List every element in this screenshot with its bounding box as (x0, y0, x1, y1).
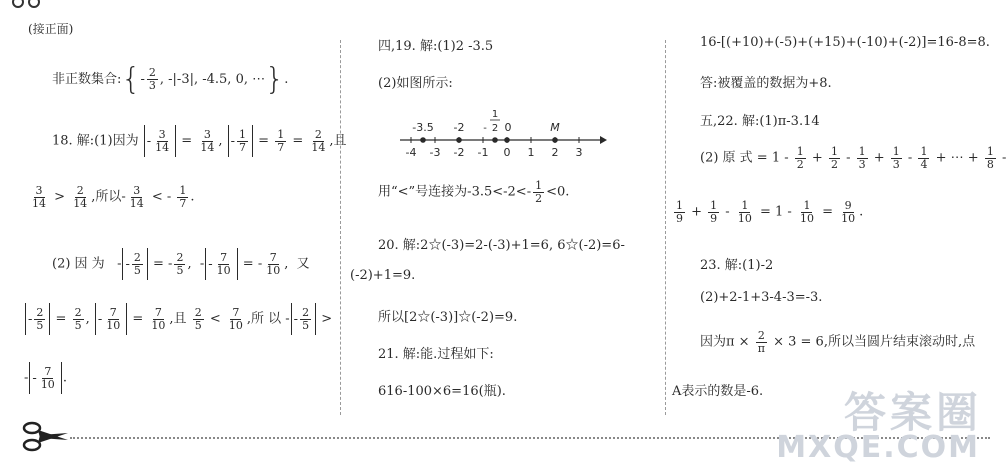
q23-part3-line2: A表示的数是-6. (672, 384, 764, 399)
tick-label: 1 (527, 146, 535, 159)
q18-part2-line2: - $\frac{2}{5}$ = $\frac{2}{5}$ , - $\frac{7}{10}$ = $\frac{7}{10}$ ,且 $\frac{2}{5}$ < $\frac{7}{10}$ ,所 以 - - $\frac{2}{5}$ > (24, 303, 332, 335)
absolute-value: - $\frac{2}{5}$ (25, 303, 50, 335)
svg-text:-: - (483, 123, 487, 134)
point-label: 0 (504, 121, 512, 134)
tick-label: 0 (503, 146, 511, 159)
point-marker (420, 137, 426, 143)
absolute-value: - $\frac{1}{7}$ (228, 125, 253, 157)
nonpositive-set-line: 非正数集合:{- $\frac{2}{3}$ , -|-3|, -4.5, 0, ⋯}. (52, 62, 289, 97)
column-divider (340, 40, 341, 415)
watermark-text-en: MXQE.COM (776, 430, 980, 465)
tick-label: -4 (405, 146, 417, 159)
q23-part2: (2)+2-1+3-4-3=-3. (700, 290, 823, 305)
absolute-value: - $\frac{7}{10}$ (95, 303, 127, 335)
watermark (776, 380, 992, 470)
watermark-text-cn: 答案圈 (843, 388, 982, 437)
point-marker (552, 137, 558, 143)
q21-line3: 16-[(+10)+(-5)+(+15)+(-10)+(-2)]=16-8=8. (700, 35, 990, 50)
corner-decoration-icon (10, 0, 70, 12)
q21-answer: 答:被覆盖的数据为+8. (700, 76, 832, 91)
q23-part3-line1: 因为π × $\frac{2}{\pi}$ × 3 = 6,所以当圆片结束滚动时,点 (700, 329, 976, 355)
continued-note: (接正面) (28, 22, 74, 36)
q20-line1: 20. 解:2☆(-3)=2-(-3)+1=6, 6☆(-2)=6- (378, 238, 625, 253)
point-label: 1 (491, 109, 499, 120)
tick-label: -3 (429, 146, 441, 159)
q21-line1: 21. 解:能.过程如下: (378, 347, 494, 362)
svg-text:2: 2 (491, 123, 499, 134)
absolute-value: - $\frac{3}{14}$ (144, 125, 176, 157)
point-label: -2 (453, 121, 465, 134)
q22-part2-line1: (2) 原 式 = 1 - $\frac{1}{2}$ + $\frac{1}{2}$ - $\frac{1}{3}$ + $\frac{1}{3}$ - $\frac{1}{4}$ + ⋯ + $\frac{1}{8}$ - (700, 145, 1006, 171)
point-label: -3.5 (412, 121, 434, 134)
q19-part2: (2)如图所示: (378, 76, 453, 91)
number-line-arrow-icon (600, 136, 607, 144)
point-marker (456, 137, 462, 143)
number-line (395, 100, 610, 160)
tick-label: 3 (575, 146, 583, 159)
absolute-value: - $\frac{7}{10}$ (205, 248, 237, 280)
column-divider (665, 40, 666, 415)
point-marker (504, 137, 510, 143)
scissors-icon (22, 418, 70, 454)
tick-label: -1 (477, 146, 489, 159)
q18-part2-line1: (2) 因 为 - - $\frac{2}{5}$ = - $\frac{2}{5}$ , - - $\frac{7}{10}$ = - $\frac{7}{10}$ , 又 (52, 248, 310, 280)
absolute-value: - $\frac{7}{10}$ (29, 362, 61, 394)
q18-part2-line3: - - $\frac{7}{10}$ . (24, 362, 67, 394)
q18-line2: $\frac{3}{14}$ > $\frac{2}{14}$ ,所以- $\frac{3}{14}$ < - $\frac{1}{7}$ . (32, 184, 195, 210)
q20-line2: (-2)+1=9. (350, 268, 416, 283)
fraction: $\frac{2}{3}$ (148, 66, 156, 92)
q19-part1: 四,19. 解:(1)2 -3.5 (378, 39, 494, 54)
point-label: M (550, 121, 560, 134)
absolute-value: - $\frac{2}{5}$ (122, 248, 147, 280)
q20-line3: 所以[2☆(-3)]☆(-2)=9. (378, 310, 518, 325)
q23-part1: 23. 解:(1)-2 (700, 258, 774, 273)
point-marker (492, 137, 498, 143)
q19-order: 用“<”号连接为-3.5<-2<- $\frac{1}{2}$ <0. (378, 179, 570, 205)
q22-part1: 五,22. 解:(1)π-3.14 (700, 114, 820, 129)
tick-label: -2 (453, 146, 465, 159)
q21-line2: 616-100×6=16(瓶). (378, 384, 506, 399)
q22-part2-line2: $\frac{1}{9}$ + $\frac{1}{9}$ - $\frac{1}{10}$ = 1 - $\frac{1}{10}$ = $\frac{9}{10}$ . (676, 199, 864, 225)
tick-label: 2 (551, 146, 559, 159)
absolute-value: - $\frac{2}{5}$ (291, 303, 316, 335)
q18-line1: 18. 解:(1)因为 - $\frac{3}{14}$ = $\frac{3}{14}$ , - $\frac{1}{7}$ = $\frac{1}{7}$ = $\frac{2}{14}$ ,且 (52, 125, 347, 157)
